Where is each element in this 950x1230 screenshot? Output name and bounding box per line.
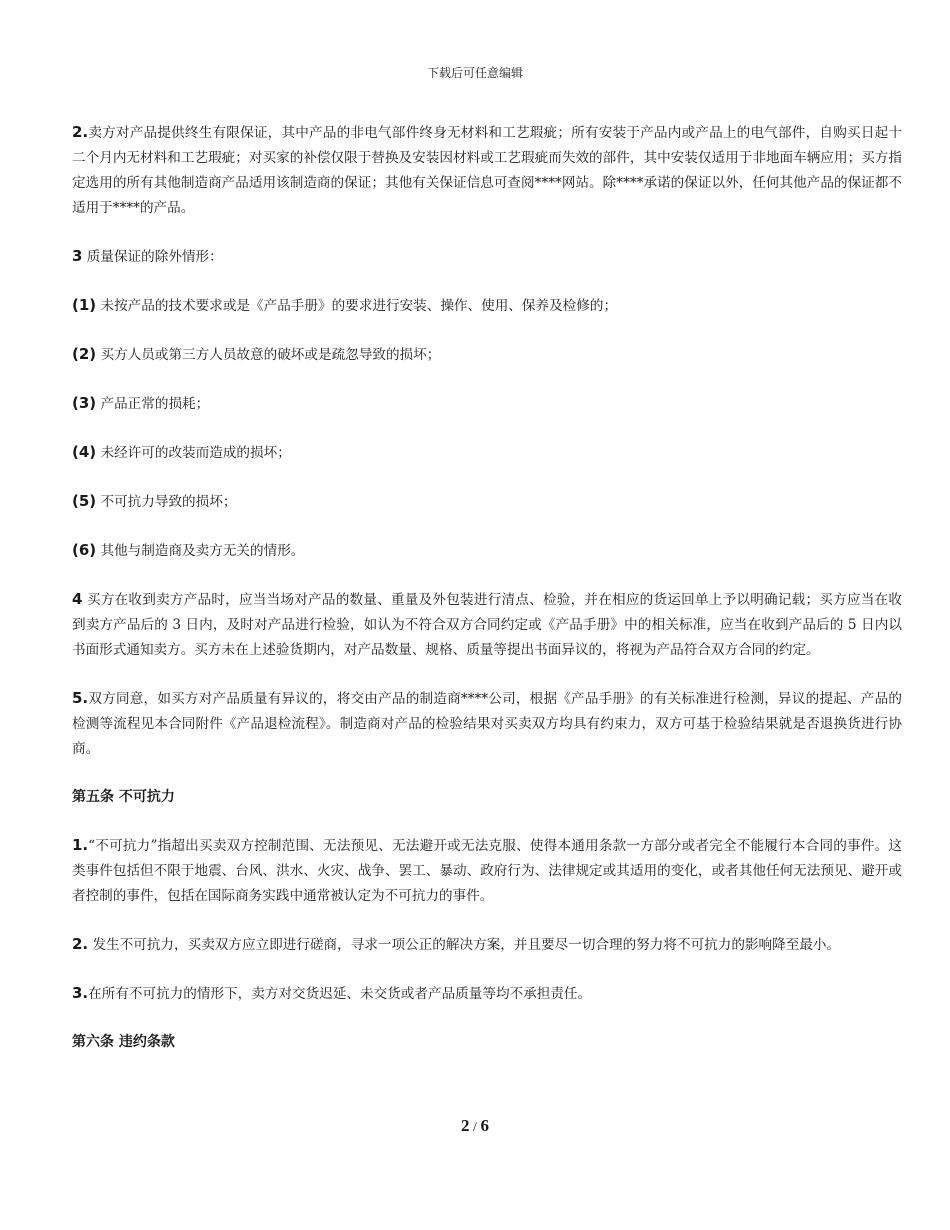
warranty-clause-2 bbox=[72, 120, 902, 221]
clause-text: 发生不可抗力，买卖双方应立即进行磋商，寻求一项公正的解决方案，并且要尽一切合理的努力将不可抗力的影响降至最小。 bbox=[88, 937, 841, 953]
clause-text: 双方同意，如买方对产品质量有异议的，将交由产品的制造商****公司，根据《产品手册》的有关标准进行检测，异议的提起、产品的检测等流程见本合同附件《产品退检流程》。制造商对产品的检验结果对买卖双方均具有约束力，双方可基于检验结果就是否退换货进行协商。 bbox=[72, 691, 902, 757]
item-text: 未按产品的技术要求或是《产品手册》的要求进行安装、操作、使用、保养及检修的； bbox=[96, 298, 618, 314]
force-majeure-clause-2 bbox=[72, 932, 902, 958]
clause-number: 4 bbox=[72, 590, 83, 608]
inspection-clause-4 bbox=[72, 587, 902, 663]
item-number: (4) bbox=[72, 443, 97, 461]
warranty-exclusions-intro bbox=[72, 244, 902, 270]
item-number: (5) bbox=[72, 492, 97, 510]
item-text: 产品正常的损耗； bbox=[96, 396, 210, 412]
exclusion-item-1 bbox=[72, 293, 902, 319]
force-majeure-clause-3 bbox=[72, 981, 902, 1007]
clause-text: “不可抗力”指超出买卖双方控制范围、无法预见、无法避开或无法克服、使得本通用条款一方部分或者完全不能履行本合同的事件。这类事件包括但不限于地震、台风、洪水、火灾、战争、罢工、暴动、政府行为、法律规定或其适用的变化，或者其他任何无法预见、避开或者控制的事件，包括在国际商务实践中通常被认定为不可抗力的事件。 bbox=[72, 838, 902, 904]
item-number: (3) bbox=[72, 394, 97, 412]
current-page: 2 bbox=[461, 1116, 470, 1135]
exclusion-item-4 bbox=[72, 440, 902, 466]
clause-text: 在所有不可抗力的情形下，卖方对交货迟延、未交货或者产品质量等均不承担责任。 bbox=[88, 986, 592, 1002]
item-text: 其他与制造商及卖方无关的情形。 bbox=[96, 543, 305, 559]
clause-text: 买方在收到卖方产品时，应当当场对产品的数量、重量及外包装进行清点、检验，并在相应的货运回单上予以明确记载；买方应当在收到卖方产品后的 3 日内，及时对产品进行检验，如认为不符合双方合同约定或《产品手册》中的相关标准，应当在收到产品后的 5 日内以书面形式通知卖方。买方未在上述验货期内，对产品数量、规格、质量等提出书面异议的，将视为产品符合双方合同的约定。 bbox=[72, 592, 902, 658]
force-majeure-clause-1 bbox=[72, 833, 902, 909]
clause-text: 质量保证的除外情形： bbox=[82, 249, 223, 265]
clause-number: 3 bbox=[72, 247, 83, 265]
page-header: 下载后可任意编辑 bbox=[426, 66, 523, 80]
clause-number: 1. bbox=[72, 836, 89, 854]
clause-number: 2. bbox=[72, 123, 89, 141]
section-heading-article-5: 第五条 不可抗力 bbox=[72, 789, 175, 805]
item-number: (6) bbox=[72, 541, 97, 559]
exclusion-item-6 bbox=[72, 538, 902, 564]
item-number: (1) bbox=[72, 296, 97, 314]
page-number bbox=[0, 1116, 950, 1136]
clause-number: 2. bbox=[72, 935, 89, 953]
clause-number: 5. bbox=[72, 689, 89, 707]
item-text: 不可抗力导致的损坏； bbox=[96, 494, 237, 510]
total-pages: 6 bbox=[480, 1116, 489, 1135]
item-number: (2) bbox=[72, 345, 97, 363]
item-text: 买方人员或第三方人员故意的破坏或是疏忽导致的损坏； bbox=[96, 347, 441, 363]
clause-text: 卖方对产品提供终生有限保证，其中产品的非电气部件终身无材料和工艺瑕疵；所有安装于产品内或产品上的电气部件，自购买日起十二个月内无材料和工艺瑕疵；对买家的补偿仅限于替换及安装因材料或工艺瑕疵而失效的部件，其中安装仅适用于非地面车辆应用；买方指定选用的所有其他制造商产品适用该制造商的保证；其他有关保证信息可查阅****网站。除****承诺的保证以外，任何其他产品的保证都不适用于****的产品。 bbox=[72, 125, 902, 216]
section-heading-article-6: 第六条 违约条款 bbox=[72, 1034, 175, 1050]
exclusion-item-3 bbox=[72, 391, 902, 417]
exclusion-item-2 bbox=[72, 342, 902, 368]
clause-number: 3. bbox=[72, 984, 89, 1002]
document-body bbox=[72, 120, 902, 1078]
dispute-clause-5 bbox=[72, 686, 902, 762]
item-text: 未经许可的改装而造成的损坏； bbox=[96, 445, 291, 461]
page-separator: / bbox=[469, 1120, 481, 1135]
exclusion-item-5 bbox=[72, 489, 902, 515]
